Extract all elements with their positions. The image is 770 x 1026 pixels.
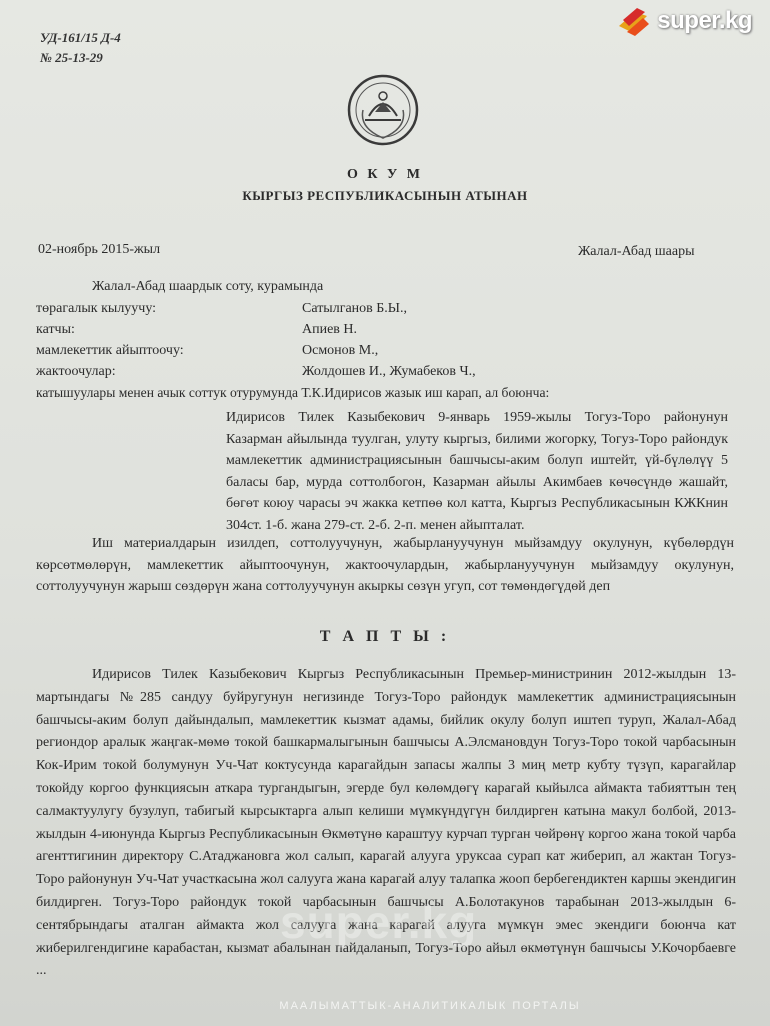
participant-role: төрагалык кылуучу:	[36, 301, 157, 316]
case-code: № 25-13-29	[40, 50, 103, 65]
watermark: super.kg	[280, 896, 478, 948]
participant-role: мамлекеттик айыптоочу:	[36, 343, 184, 358]
decision-title: Т А П Т Ы :	[319, 628, 451, 645]
case-number: УД-161/15 Д-4	[40, 30, 121, 45]
participant-name: Сатылганов Б.Ы.,	[302, 301, 408, 316]
court-intro: Жалал-Абад шаардык соту, курамында	[92, 279, 324, 294]
participant-name: Апиев Н.	[302, 322, 358, 337]
defendant-info: Идирисов Тилек Казыбекович 9-январь 1959-жылы Тогуз-Торо районунун Казарман айылында туулган, улуту кыргыз, билими жогорку, Тогуз-Торо райондук мамлекеттик администрациясынын башчысы-аким болуп иштейт, үй-бүлөлүү 5 баласы бар, мурда соттолбогон, Казарман айылы Акимбаев көчөсүндө жашайт, бөгөт коюу чарасы эч жакка кетпөө кол катта, Кыргыз Республикасынын КЖКнин 304ст. 1-б. жана 279-ст. 2-б. 2-п. менен айыпталат.	[226, 410, 728, 533]
document-subtitle: КЫРГЫЗ РЕСПУБЛИКАСЫНЫН АТЫНАН	[242, 188, 528, 203]
document-city: Жалал-Абад шаары	[578, 244, 695, 259]
session-line: катышуулары менен ачык соттук отурумунда Т.К.Идирисов жазык иш карап, ал боюнча:	[36, 385, 550, 400]
site-logo[interactable]	[617, 4, 752, 38]
participant-role: жактоочулар:	[36, 364, 116, 379]
participant-role: катчы:	[36, 322, 75, 337]
participant-name: Жолдошев И., Жумабеков Ч.,	[302, 364, 476, 379]
logo-text: super.kg	[657, 7, 752, 34]
state-emblem-icon	[345, 72, 421, 148]
document-title: О К У М	[346, 167, 424, 182]
logo-mark-icon	[617, 6, 651, 36]
document-date: 02-ноябрь 2015-жыл	[38, 242, 161, 257]
watermark-subtext: МААЛЫМАТТЫК-АНАЛИТИКАЛЫК ПОРТАЛЫ	[279, 1000, 581, 1012]
materials-paragraph: Иш материалдарын изилдеп, соттолуучунун, жабырлануучунун мыйзамдуу окулунун, күбөлөрдүн көрсөтмөлөрүн, мамлекеттик айыптоочунун, жактоочулардын, жабырлануучунун мыйзамдуу окулунун, соттолуучунун жарыш сөздөрүн жана соттолуучунун акыркы сөзүн угуп, сот төмөндөгүдөй деп	[36, 536, 734, 594]
participant-name: Осмонов М.,	[302, 343, 379, 358]
findings-paragraph: Идирисов Тилек Казыбекович Кыргыз Республикасынын Премьер-министринин 2012-жылдын 13-мартындагы №285 сандуу буйругунун негизинде Тогуз-Торо райондук мамлекеттик администрациясынын башчысы-аким болуп дайындалып, мамлекеттик кызмат адамы, бийлик окулу болуп иштеп туруп, Жалал-Абад региондор аралык жаңгак-мөмө токой башкармалыгынын башчысы А.Элсмановдун Тогуз-Торо токой чарбасынын Кок-Ирим токой болумунун Уч-Чат коктусунда карагайдын запасы жалпы 3 миң метр кубту түзүп, карагайлар токойду коргоо функциясын аткара тургандыгын, эгерде бул көлөмдөгү карагай кыйылса аймакта табияттын тең салмактуулугу бузулуп, табигый кырсыктарга алып келиши мүмкүндүгүн билдирген катына макул болбой, 2013-жылдын 4-июнунда Кыргыз Республикасынын Өкмөтүнө караштуу курчап турган чөйрөнү коргоо жана токой чарба агенттигинин директору С.Атаджановга жол салып, карагай алууга уруксаа сурап кат жиберип, ал жактан Тогуз-Торо районунун Уч-Чат участкасына жол салууга жана карагай алуу талапка жооп бербегендиктен каршы экендигин билдирген. Тогуз-Торо райондук токой чарбасынын башчысы А.Болотакунов тарабынан 2013-жылдын 6-сентябрындагы аталган аймакта жол салууга жана карагай алууга мүмкүн эмес экендиги боюнча кат жиберилгендигине карабастан, кызмат абалынан пайдаланып, Тогуз-Торо айыл өкмөтүнүн башчысы У.Кочорбаевге ...	[36, 667, 736, 979]
